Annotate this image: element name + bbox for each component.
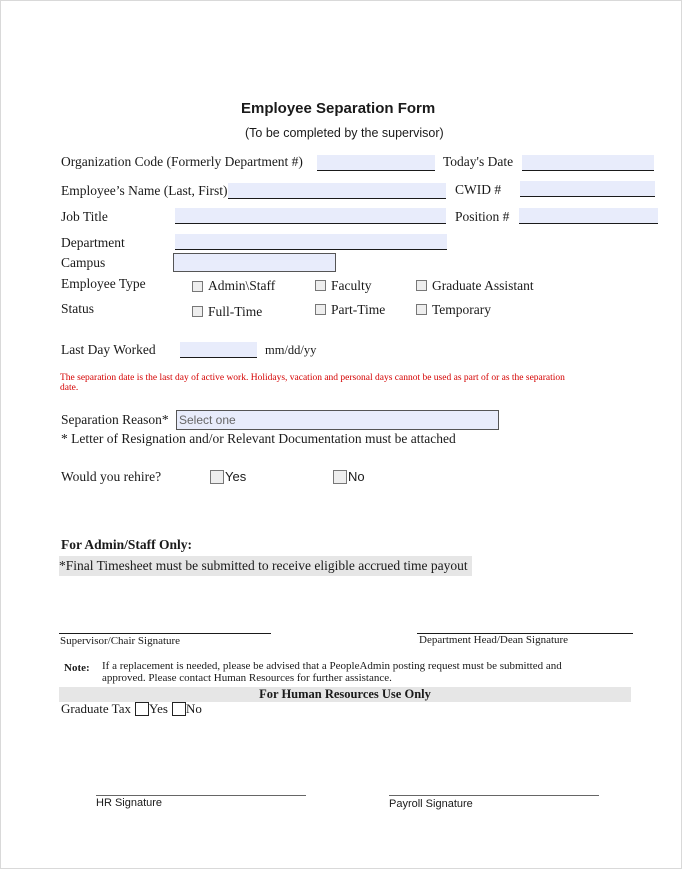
department-field[interactable] (175, 234, 447, 250)
rehire-label: Would you rehire? (61, 469, 162, 484)
graduate-tax-label: Graduate Tax (61, 701, 131, 716)
note-text: If a replacement is needed, please be advised that a PeopleAdmin posting request must be submitted and approved. Please contact Human Resources for further assistance. (102, 660, 562, 684)
hr-signature-line[interactable] (96, 795, 306, 796)
full-time-checkbox[interactable] (192, 306, 203, 317)
part-time-label: Part-Time (331, 302, 386, 317)
supervisor-signature-label: Supervisor/Chair Signature (60, 635, 181, 647)
todays-date-label: Today's Date (443, 154, 514, 169)
job-title-field[interactable] (175, 208, 446, 224)
date-format-hint: mm/dd/yy (265, 343, 317, 357)
campus-label: Campus (61, 255, 106, 270)
payroll-signature-label: Payroll Signature (389, 798, 473, 810)
rehire-no-label: No (348, 469, 365, 484)
grad-tax-yes-label: Yes (149, 701, 168, 716)
hr-signature-label: HR Signature (96, 797, 163, 809)
faculty-label: Faculty (331, 278, 372, 293)
rehire-yes-label: Yes (225, 469, 247, 484)
form-subtitle: (To be completed by the supervisor) (245, 126, 444, 140)
todays-date-field[interactable] (522, 155, 654, 171)
grad-tax-no-checkbox[interactable] (172, 702, 186, 716)
rehire-no-checkbox[interactable] (333, 470, 347, 484)
grad-tax-yes-checkbox[interactable] (135, 702, 149, 716)
separation-date-note: The separation date is the last day of active work. Holidays, vacation and personal days cannot be used as part of or as the separation date. (60, 373, 565, 393)
employee-type-label: Employee Type (61, 276, 146, 291)
job-title-label: Job Title (61, 209, 108, 224)
employee-name-field[interactable] (228, 183, 446, 199)
note-label: Note: (64, 662, 90, 674)
supervisor-signature-line[interactable] (59, 633, 271, 634)
full-time-label: Full-Time (208, 304, 263, 319)
graduate-assistant-checkbox[interactable] (416, 280, 427, 291)
dept-head-signature-label: Department Head/Dean Signature (419, 634, 569, 646)
cwid-field[interactable] (520, 181, 655, 197)
rehire-yes-checkbox[interactable] (210, 470, 224, 484)
payroll-signature-line[interactable] (389, 795, 599, 796)
last-day-field[interactable] (180, 342, 257, 358)
admin-staff-label: Admin\Staff (208, 278, 276, 293)
separation-reason-label: Separation Reason* (61, 412, 169, 427)
employee-name-label: Employee’s Name (Last, First) (61, 183, 228, 198)
position-field[interactable] (519, 208, 658, 224)
part-time-checkbox[interactable] (315, 304, 326, 315)
resignation-footnote: * Letter of Resignation and/or Relevant Documentation must be attached (61, 431, 456, 446)
admin-staff-heading: For Admin/Staff Only: (61, 537, 193, 552)
last-day-label: Last Day Worked (61, 342, 156, 357)
cwid-label: CWID # (455, 182, 502, 197)
grad-tax-no-label: No (186, 701, 202, 716)
temporary-checkbox[interactable] (416, 304, 427, 315)
form-title: Employee Separation Form (241, 100, 436, 117)
hr-use-only-heading: For Human Resources Use Only (59, 687, 631, 702)
department-label: Department (61, 235, 125, 250)
position-label: Position # (455, 209, 510, 224)
final-timesheet-notice: *Final Timesheet must be submitted to receive eligible accrued time payout (59, 556, 472, 576)
status-label: Status (61, 301, 95, 316)
org-code-field[interactable] (317, 155, 435, 171)
temporary-label: Temporary (432, 302, 492, 317)
campus-field[interactable] (173, 253, 336, 272)
org-code-label: Organization Code (Formerly Department #) (61, 154, 303, 169)
separation-reason-select[interactable]: Select one (176, 410, 499, 430)
admin-staff-checkbox[interactable] (192, 281, 203, 292)
graduate-assistant-label: Graduate Assistant (432, 278, 534, 293)
faculty-checkbox[interactable] (315, 280, 326, 291)
